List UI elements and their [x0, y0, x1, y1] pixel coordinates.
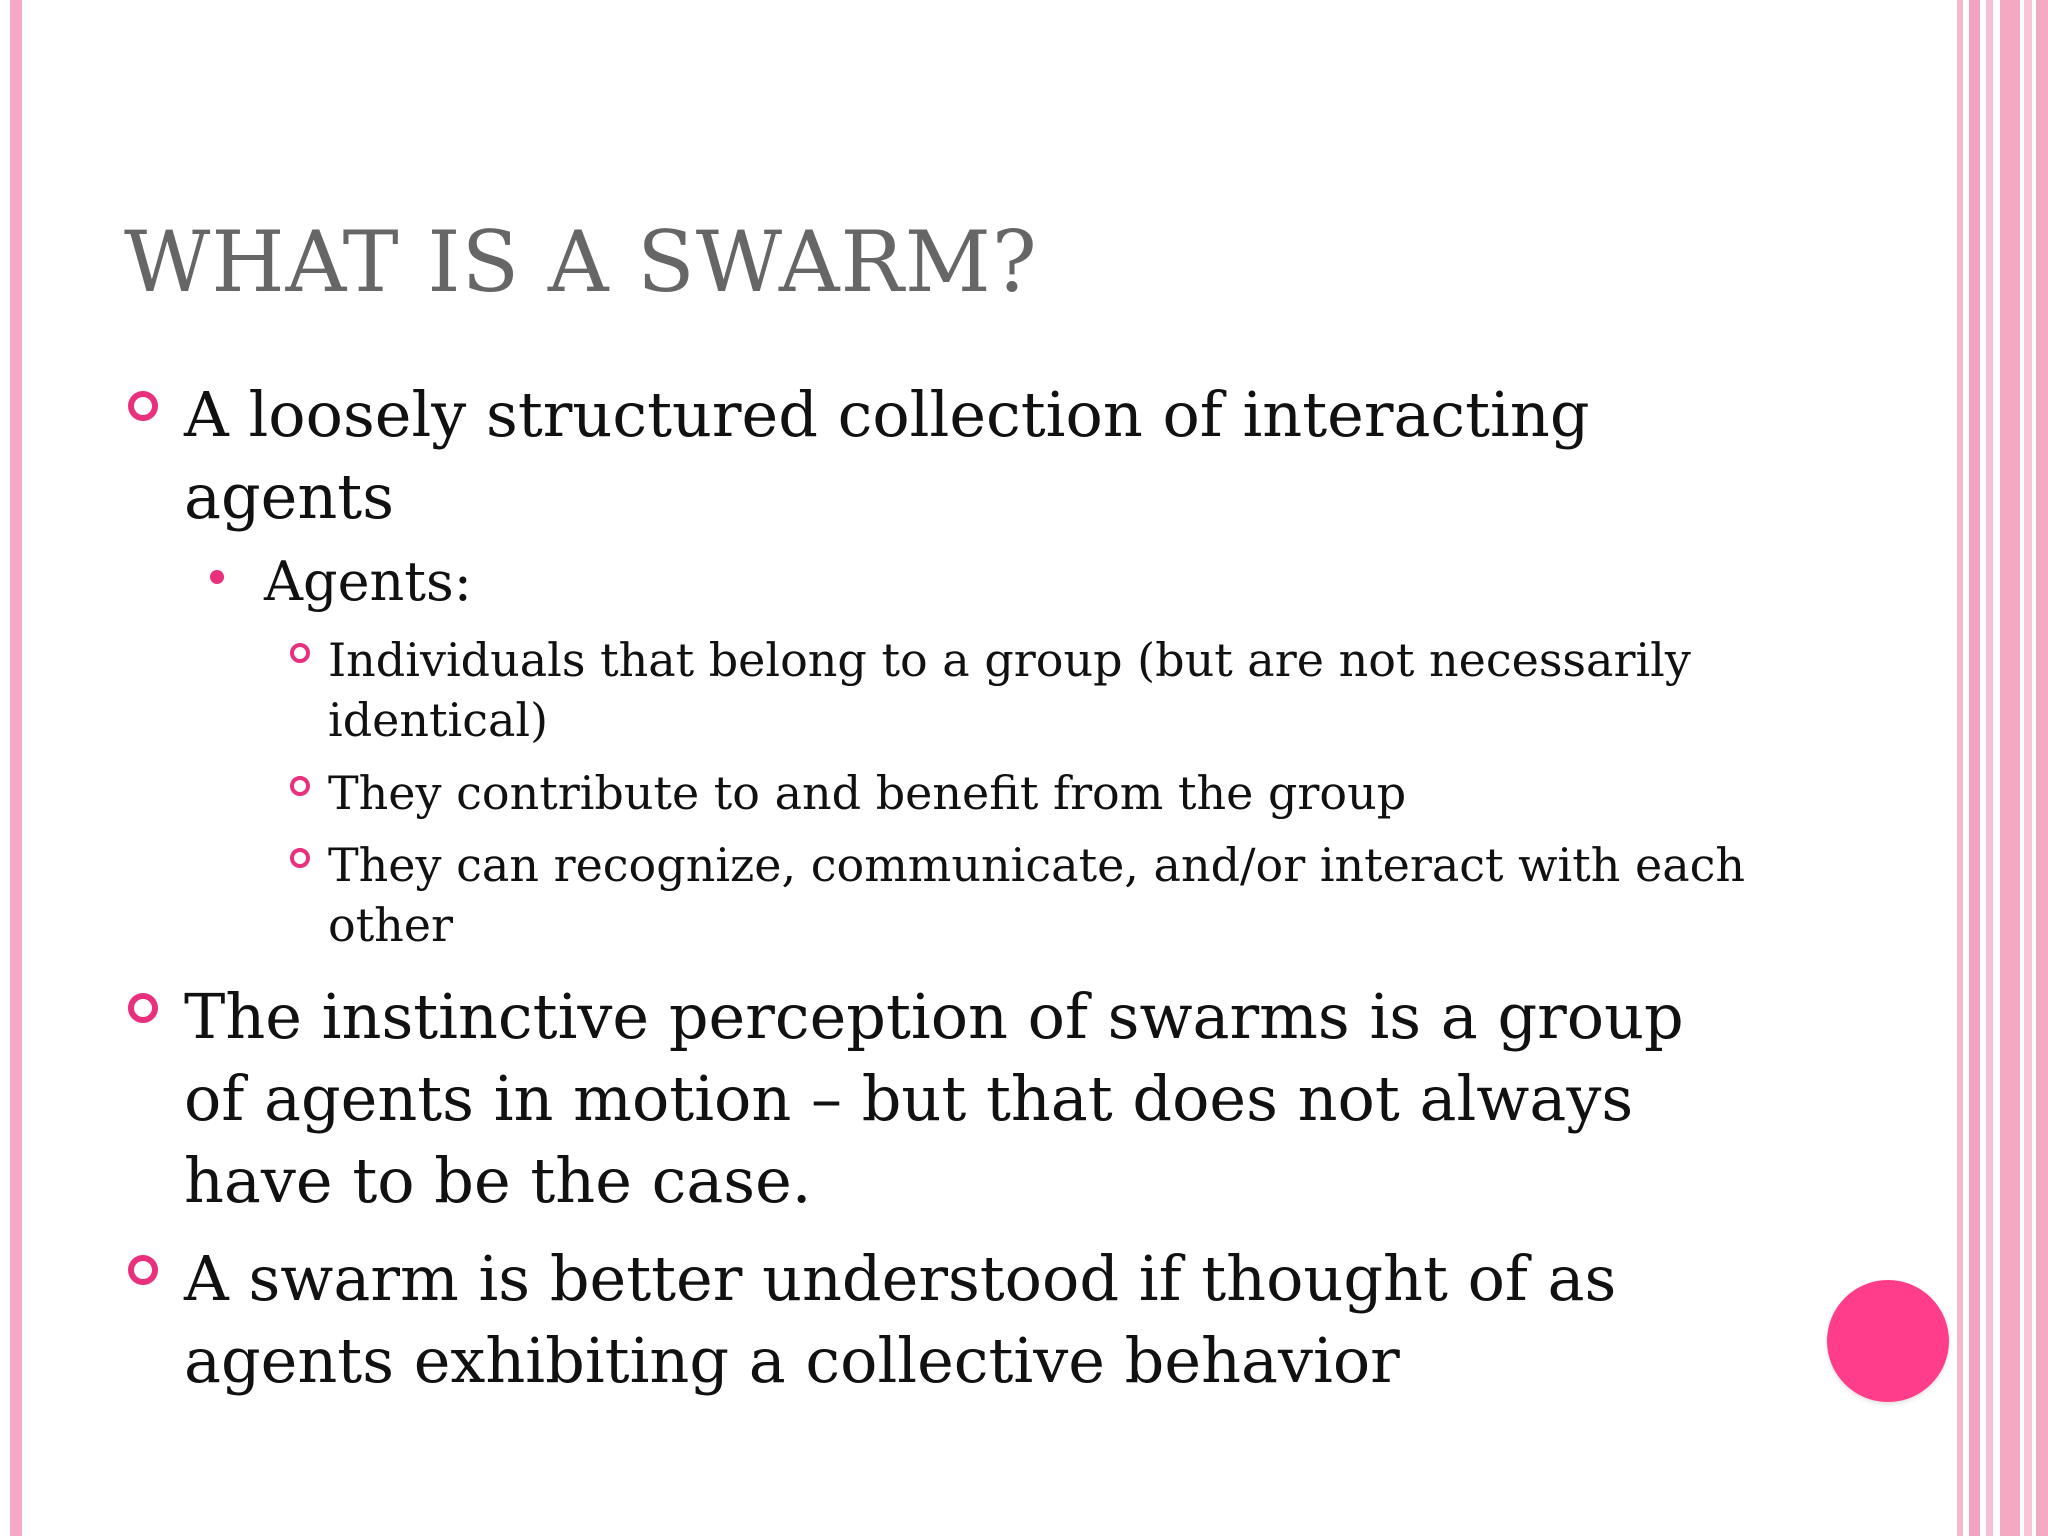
bullet-level1-line: have to be the case.	[184, 1144, 812, 1217]
slide-title: WHAT IS A SWARM?	[124, 213, 1038, 311]
ring-bullet-icon	[290, 776, 310, 796]
bullet-level1-line: A loosely structured collection of interacting	[184, 378, 1590, 451]
right-border-stripe	[2036, 0, 2048, 1536]
ring-bullet-icon	[128, 391, 158, 421]
ring-bullet-icon	[128, 993, 158, 1023]
bullet-level1-line: of agents in motion – but that does not always	[184, 1062, 1634, 1135]
bullet-level3-line: They contribute to and benefit from the group	[328, 766, 1407, 820]
right-border-stripe	[2024, 0, 2032, 1536]
bullet-level3-line: other	[328, 898, 454, 952]
bullet-level2-label: Agents:	[264, 550, 472, 613]
ring-bullet-icon	[290, 643, 310, 663]
bullet-level1-line: A swarm is better understood if thought of as	[184, 1242, 1617, 1315]
right-border-stripe	[1969, 0, 1980, 1536]
bullet-level1-line: agents	[184, 460, 395, 533]
bullet-level1-line: The instinctive perception of swarms is a group	[184, 980, 1684, 1053]
decorative-pink-circle	[1827, 1280, 1949, 1402]
bullet-level3-line: identical)	[328, 693, 549, 747]
bullet-level3-line: They can recognize, communicate, and/or interact with each	[328, 838, 1746, 892]
dot-bullet-icon	[210, 570, 224, 584]
bullet-level1-line: agents exhibiting a collective behavior	[184, 1324, 1400, 1397]
ring-bullet-icon	[128, 1255, 158, 1285]
right-border-stripe	[2000, 0, 2020, 1536]
bullet-level3-line: Individuals that belong to a group (but are not necessarily	[328, 633, 1691, 687]
right-border-stripe	[1986, 0, 1993, 1536]
left-border-rule	[10, 0, 22, 1536]
right-border-stripe	[1957, 0, 1963, 1536]
ring-bullet-icon	[290, 848, 310, 868]
